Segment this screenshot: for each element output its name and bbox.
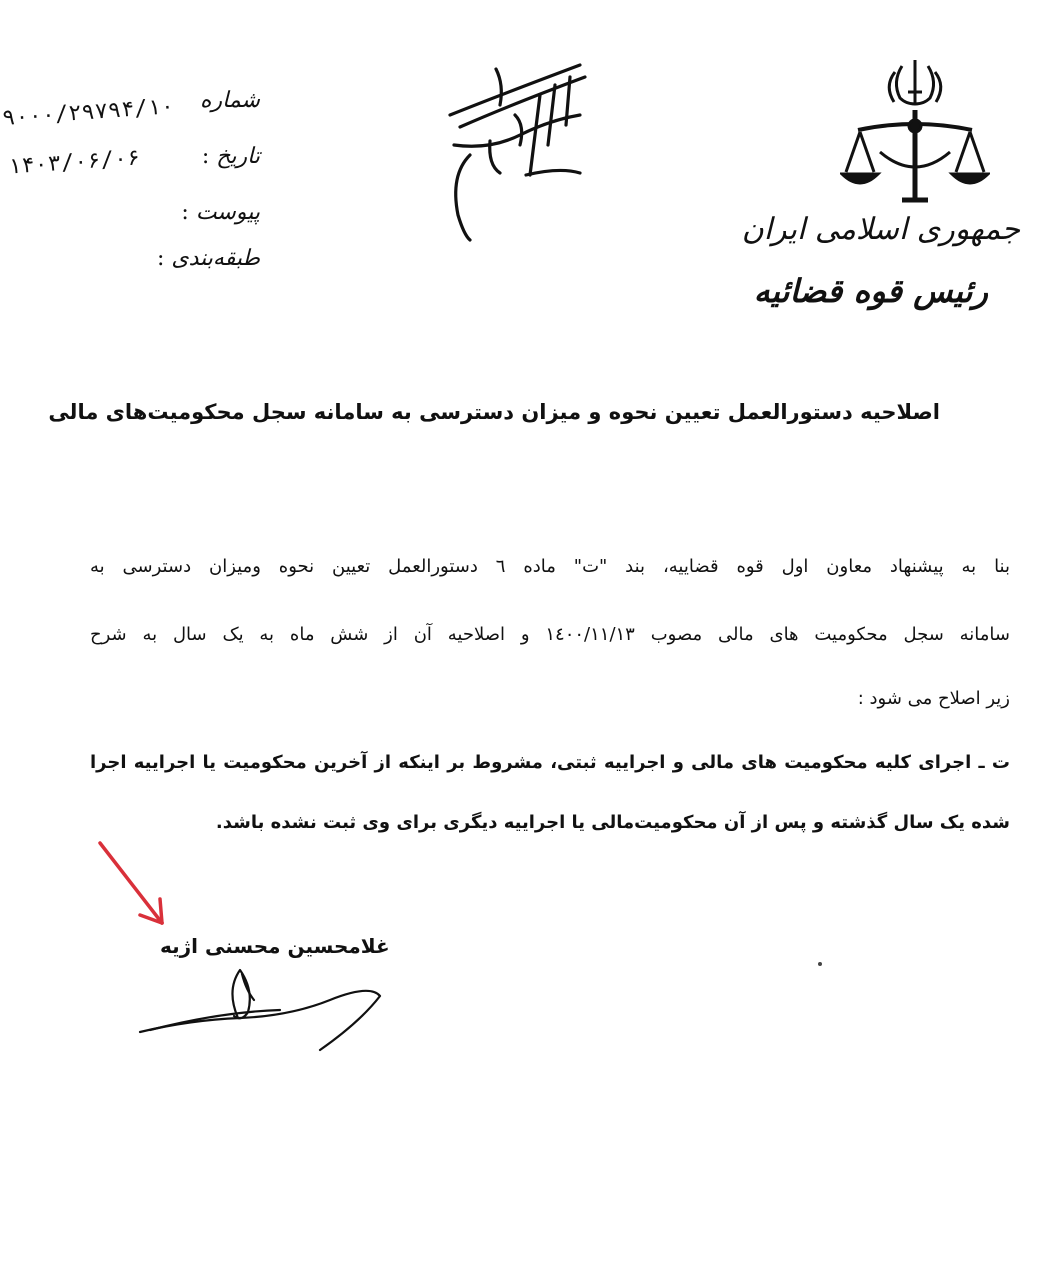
body-line-2: سامانه سجل محکومیت های مالی مصوب ١٤٠٠/١١/١٣ و اصلاحیه آن از شش ماه به یک سال به شرح [90, 624, 1010, 645]
emblem-scales-icon [840, 52, 990, 217]
letter-attachment-label: پیوست : [181, 200, 260, 225]
red-arrow-icon [90, 835, 180, 935]
letter-number-value: ۹۰۰۰/۲۹۷۹۴/۱۰ [1, 94, 175, 131]
document-title: اصلاحیه دستورالعمل تعیین نحوه و میزان دسترسی به سامانه سجل محکومیت‌های مالی [48, 400, 940, 424]
stray-dot [818, 962, 822, 966]
letter-number-label: شماره [199, 88, 260, 113]
header-office: رئیس قوه قضائیه [753, 272, 988, 310]
letter-date-label: تاریخ : [201, 144, 260, 169]
body-line-5: شده یک سال گذشته و پس از آن محکومیت‌مالی یا اجراییه دیگری برای وی ثبت نشده باشد. [215, 812, 1010, 833]
basmala-calligraphy [430, 55, 600, 245]
body-line-3: زیر اصلاح می شود : [857, 688, 1010, 709]
signature-icon [130, 960, 390, 1060]
body-line-4: ت ـ اجرای کلیه محکومیت های مالی و اجراییه ثبتی، مشروط بر اینکه از آخرین محکومیت یا اجراییه اجرا [90, 752, 1010, 773]
header-country: جمهوری اسلامی ایران [741, 212, 1020, 247]
letter-classification-label: طبقه‌بندی : [156, 246, 260, 271]
signer-name: غلامحسین محسنی اژیه [160, 934, 390, 958]
body-line-1: بنا به پیشنهاد معاون اول قوه قضاییه، بند "ت" ماده ٦ دستورالعمل تعیین نحوه ومیزان دسترسی به [90, 556, 1010, 577]
letter-date-value: ۱۴۰۳/۰۶/۰۶ [7, 145, 142, 180]
